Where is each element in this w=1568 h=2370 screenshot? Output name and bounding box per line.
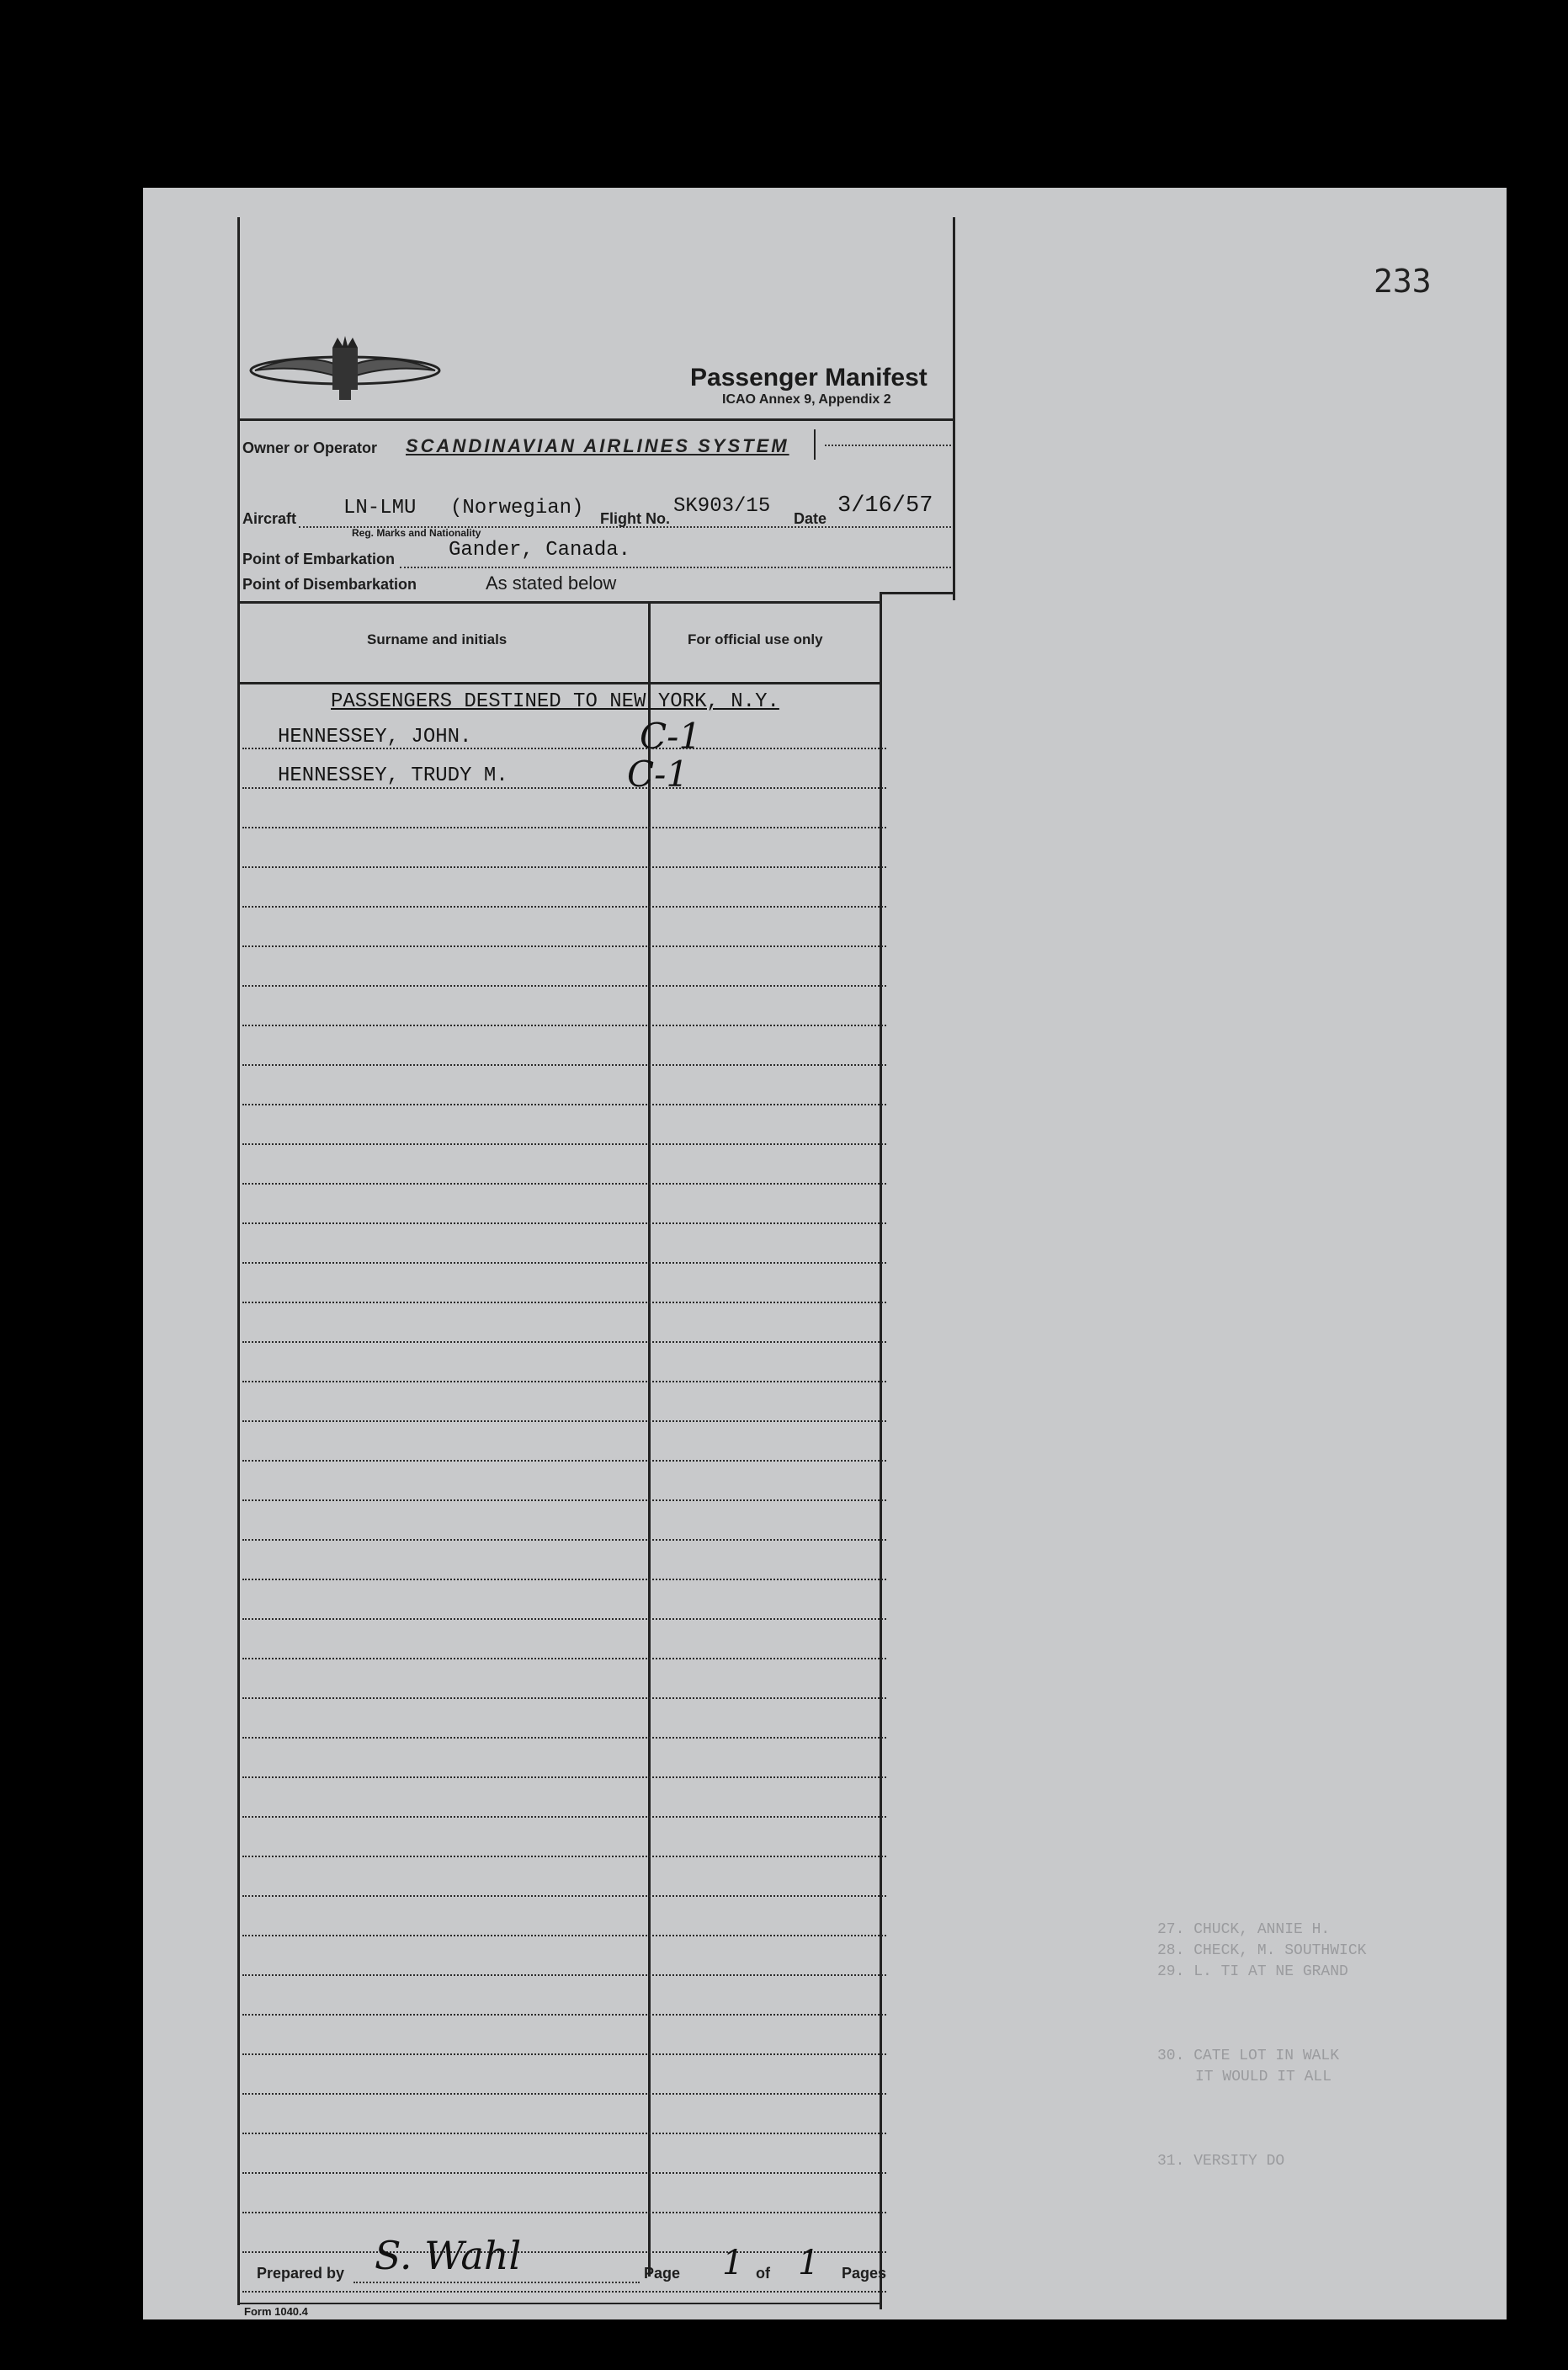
- table-row: [242, 1264, 886, 1303]
- table-row: [242, 1224, 886, 1264]
- bleed-line: 30. CATE LOT IN WALK: [1157, 2048, 1340, 2064]
- destination-line: PASSENGERS DESTINED TO NEW YORK, N.Y.: [331, 690, 779, 713]
- table-row: [242, 1026, 886, 1066]
- bleed-line: 29. L. TI AT NE GRAND: [1157, 1963, 1348, 1980]
- signature: S. Wahl: [375, 2233, 522, 2278]
- embarkation-value: Gander, Canada.: [449, 539, 631, 562]
- page-value: 1: [722, 2244, 744, 2282]
- col-name-header: Surname and initials: [367, 631, 508, 647]
- table-row: [242, 2213, 886, 2253]
- table-row: [242, 1778, 886, 1818]
- table-row: [242, 1382, 886, 1422]
- official-mark: C-1: [627, 754, 689, 795]
- ruled-rows: [242, 710, 886, 2293]
- nationality-value: (Norwegian): [450, 497, 584, 519]
- bleed-line: 28. CHECK, M. SOUTHWICK: [1157, 1942, 1367, 1959]
- table-row: [242, 749, 886, 789]
- table-row: [242, 1659, 886, 1699]
- table-row: [242, 1185, 886, 1224]
- table-row: [242, 789, 886, 828]
- bleed-line: 27. CHUCK, ANNIE H.: [1157, 1921, 1331, 1938]
- disembarkation-value: As stated below: [486, 573, 617, 594]
- manifest-subtitle: ICAO Annex 9, Appendix 2: [722, 392, 891, 407]
- table-row: [242, 908, 886, 947]
- table-row: [242, 1105, 886, 1145]
- table-row: [242, 2174, 886, 2213]
- of-label: of: [756, 2265, 770, 2282]
- table-row: [242, 1501, 886, 1541]
- table-row: [242, 2134, 886, 2174]
- date-value: 3/16/57: [837, 493, 933, 519]
- flight-label: Flight No.: [600, 510, 670, 527]
- table-row: [242, 1936, 886, 1976]
- reg-marks-caption: Reg. Marks and Nationality: [352, 527, 481, 539]
- table-row: [242, 1897, 886, 1936]
- table-row: [242, 868, 886, 908]
- table-row: [242, 947, 886, 987]
- passenger-name: HENNESSEY, TRUDY M.: [278, 764, 508, 787]
- table-row: [242, 1541, 886, 1580]
- table-row: [242, 1699, 886, 1739]
- aircraft-label: Aircraft: [242, 510, 297, 527]
- form-code: Form 1040.4: [244, 2305, 308, 2318]
- table-row: [242, 1343, 886, 1382]
- passenger-name: HENNESSEY, JOHN.: [278, 726, 472, 748]
- table-row: [242, 1145, 886, 1185]
- table-row: [242, 1620, 886, 1659]
- table-row: [242, 1818, 886, 1857]
- date-label: Date: [794, 510, 827, 527]
- owner-label: Owner or Operator: [242, 439, 378, 456]
- owner-value: SCANDINAVIAN AIRLINES SYSTEM: [406, 435, 789, 456]
- table-row: [242, 1857, 886, 1897]
- bleed-line: IT WOULD IT ALL: [1195, 2069, 1332, 2085]
- manifest-title: Passenger Manifest: [690, 364, 928, 391]
- table-row: [242, 2055, 886, 2095]
- table-row: [242, 710, 886, 749]
- table-row: [242, 1739, 886, 1778]
- of-value: 1: [798, 2244, 820, 2282]
- table-row: [242, 1303, 886, 1343]
- prepared-label: Prepared by: [257, 2265, 345, 2282]
- table-row: [242, 1422, 886, 1462]
- table-row: [242, 2095, 886, 2134]
- embarkation-label: Point of Embarkation: [242, 551, 396, 567]
- pages-label: Pages: [842, 2265, 887, 2282]
- table-row: [242, 2016, 886, 2055]
- page-stamp-number: 233: [1374, 263, 1432, 300]
- aircraft-value: LN-LMU: [343, 497, 417, 519]
- flight-value: SK903/15: [673, 495, 771, 518]
- table-row: [242, 828, 886, 868]
- page-label: Page: [644, 2265, 681, 2282]
- winged-crown-logo-icon: [248, 333, 442, 408]
- table-row: [242, 1580, 886, 1620]
- table-row: [242, 1462, 886, 1501]
- official-mark: C-1: [640, 716, 702, 757]
- table-row: [242, 1066, 886, 1105]
- table-row: [242, 987, 886, 1026]
- bleed-line: 31. VERSITY DO: [1157, 2153, 1285, 2170]
- disembarkation-label: Point of Disembarkation: [242, 576, 417, 593]
- table-row: [242, 1976, 886, 2016]
- col-official-header: For official use only: [688, 631, 823, 647]
